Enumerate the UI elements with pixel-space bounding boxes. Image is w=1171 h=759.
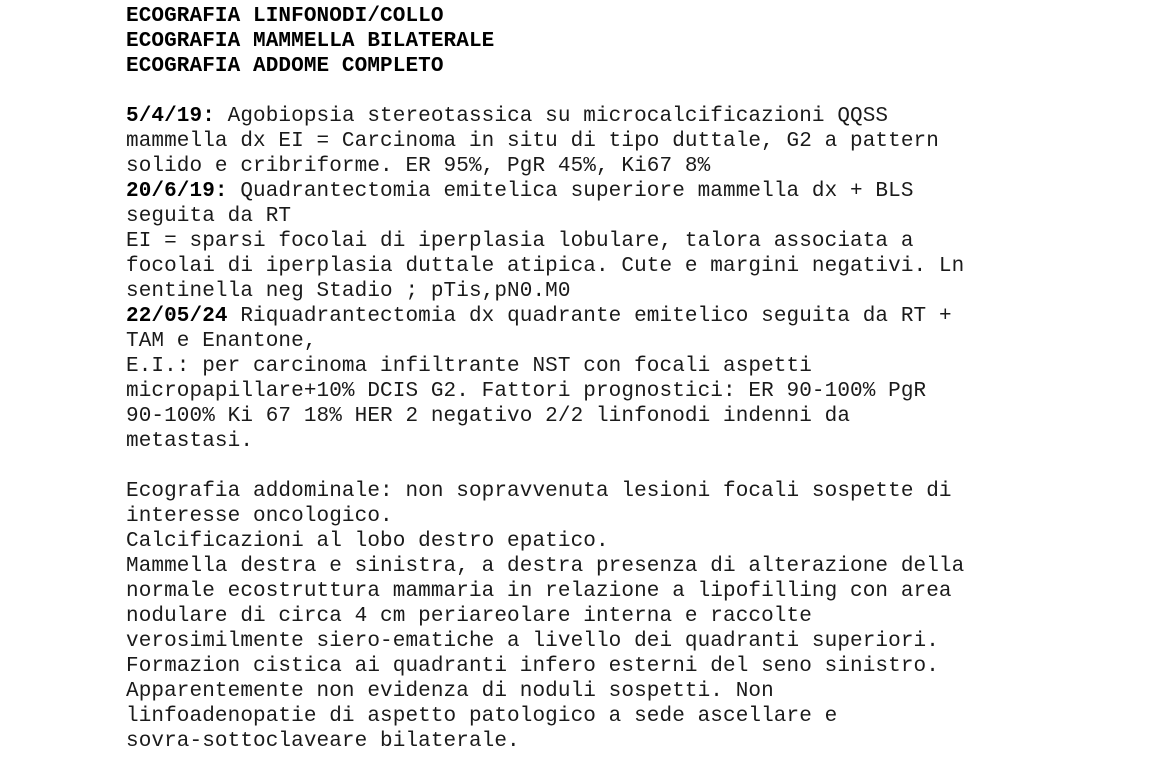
history-text: Riquadrantectomia dx quadrante emitelico seguita da RT + bbox=[227, 305, 952, 328]
history-text: E.I.: per carcinoma infiltrante NST con focali aspetti bbox=[126, 355, 812, 378]
history-text: micropapillare+10% DCIS G2. Fattori prognostici: ER 90-100% PgR bbox=[126, 380, 927, 403]
history-text: seguita da RT bbox=[126, 205, 292, 228]
spacer bbox=[126, 454, 1166, 479]
history-text: focolai di iperplasia duttale atipica. Cute e margini negativi. Ln bbox=[126, 255, 965, 278]
finding-line: interesse oncologico. bbox=[126, 505, 393, 528]
finding-line: Ecografia addominale: non sopravvenuta lesioni focali sospette di bbox=[126, 480, 952, 503]
history-text: 90-100% Ki 67 18% HER 2 negativo 2/2 linfonodi indenni da bbox=[126, 405, 851, 428]
history-text: mammella dx EI = Carcinoma in situ di tipo duttale, G2 a pattern bbox=[126, 130, 939, 153]
history-text: EI = sparsi focolai di iperplasia lobulare, talora associata a bbox=[126, 230, 914, 253]
clinical-history bbox=[126, 104, 1166, 454]
exam-list bbox=[126, 4, 1166, 79]
exam-title: ECOGRAFIA MAMMELLA BILATERALE bbox=[126, 30, 495, 53]
finding-line: linfoadenopatie di aspetto patologico a sede ascellare e bbox=[126, 705, 838, 728]
history-text: sentinella neg Stadio ; pTis,pN0.M0 bbox=[126, 280, 571, 303]
spacer bbox=[126, 79, 1166, 104]
history-text: Agobiopsia stereotassica su microcalcificazioni QQSS bbox=[214, 105, 889, 128]
history-entry-line bbox=[126, 179, 1166, 204]
finding-line: Calcificazioni al lobo destro epatico. bbox=[126, 530, 609, 553]
exam-title: ECOGRAFIA LINFONODI/COLLO bbox=[126, 5, 444, 28]
finding-line: normale ecostruttura mammaria in relazione a lipofilling con area bbox=[126, 580, 952, 603]
history-date: 22/05/24 bbox=[126, 305, 228, 328]
finding-line: verosimilmente siero-ematiche a livello dei quadranti superiori. bbox=[126, 630, 939, 653]
exam-title: ECOGRAFIA ADDOME COMPLETO bbox=[126, 55, 444, 78]
finding-line: Apparentemente non evidenza di noduli sospetti. Non bbox=[126, 680, 774, 703]
history-text: Quadrantectomia emitelica superiore mammella dx + BLS bbox=[227, 180, 914, 203]
history-entry-line bbox=[126, 304, 1166, 329]
ultrasound-findings bbox=[126, 479, 1166, 754]
finding-line: Mammella destra e sinistra, a destra presenza di alterazione della bbox=[126, 555, 965, 578]
history-text: TAM e Enantone, bbox=[126, 330, 317, 353]
history-text: solido e cribriforme. ER 95%, PgR 45%, Ki67 8% bbox=[126, 155, 711, 178]
history-text: metastasi. bbox=[126, 430, 254, 453]
history-date: 5/4/19: bbox=[126, 105, 215, 128]
finding-line: nodulare di circa 4 cm periareolare interna e raccolte bbox=[126, 605, 812, 628]
medical-report bbox=[126, 4, 1166, 754]
history-entry-line bbox=[126, 104, 1166, 129]
finding-line: sovra-sottoclaveare bilaterale. bbox=[126, 730, 520, 753]
history-date: 20/6/19: bbox=[126, 180, 228, 203]
finding-line: Formazion cistica ai quadranti infero esterni del seno sinistro. bbox=[126, 655, 939, 678]
